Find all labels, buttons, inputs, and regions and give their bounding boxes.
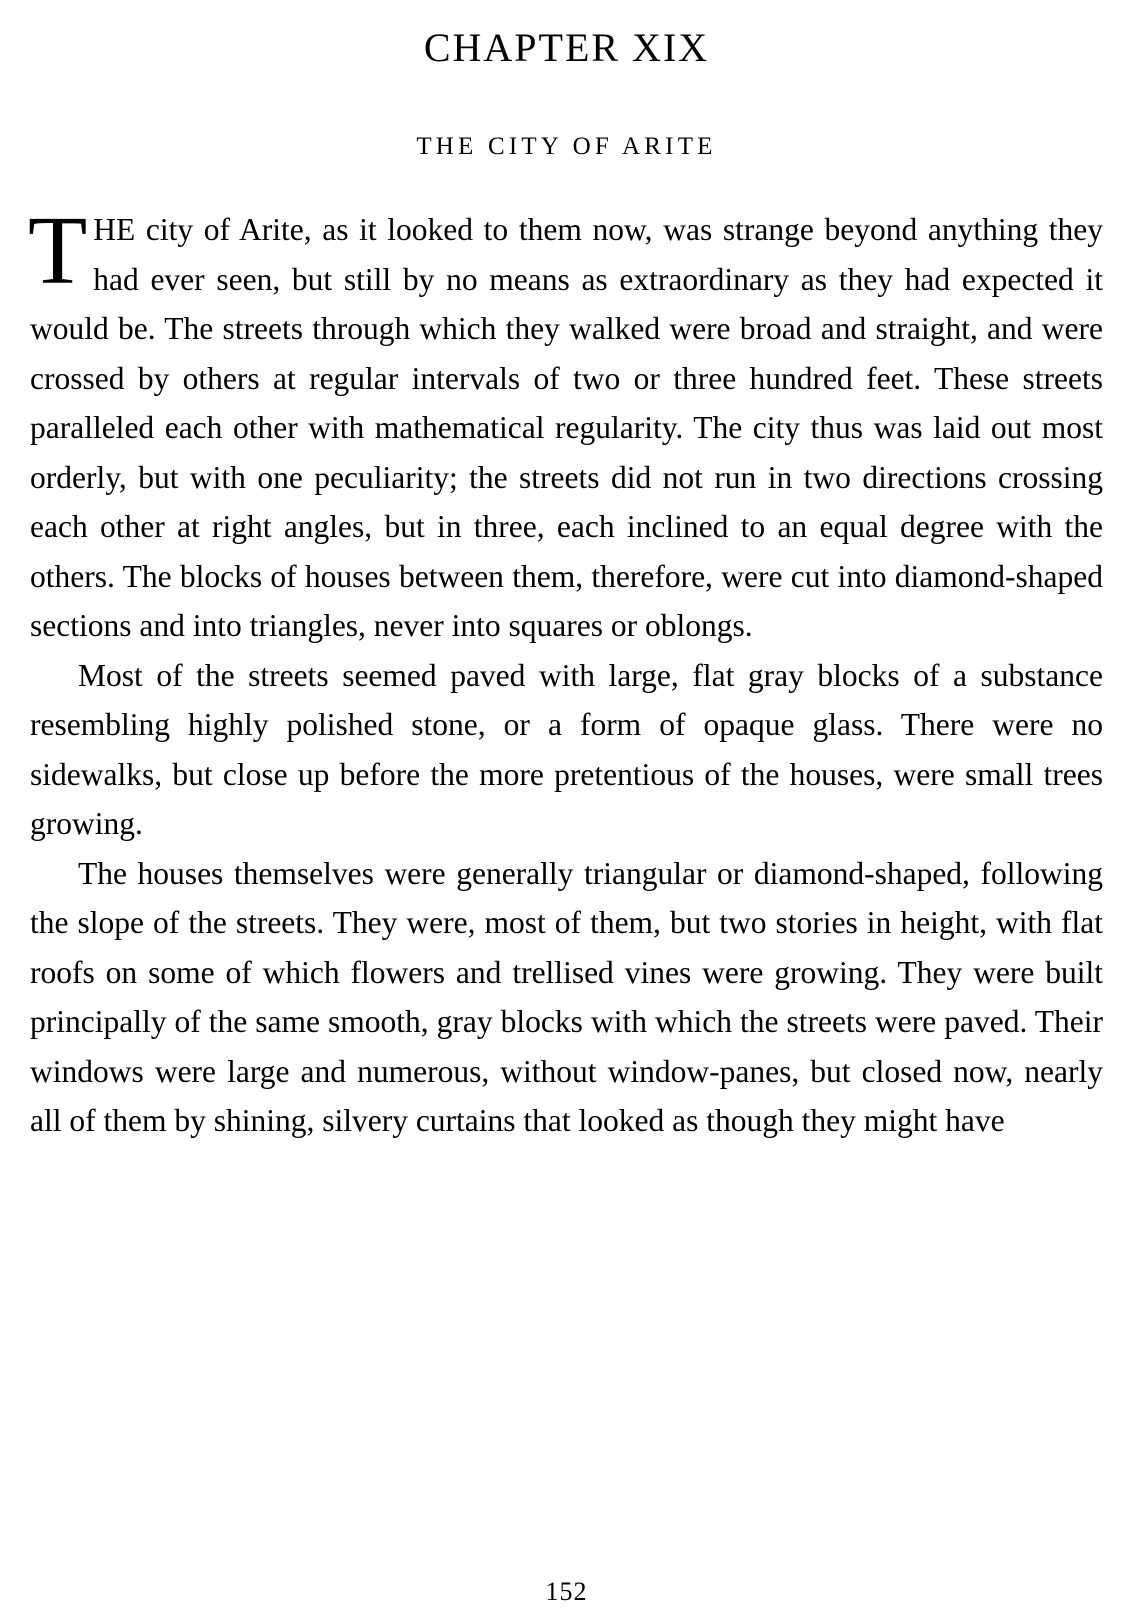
body-text	[28, 197, 1103, 1146]
paragraph-3: The houses themselves were generally triangular or diamond-shaped, following the slope of the streets. They were, most of them, but two stories in height, with flat roofs on some of which flowers and trellised vines were growing. They were built principally of the same smooth, gray blocks with which the streets were paved. Their windows were large and numerous, without window-panes, but closed now, nearly all of them by shining, silvery curtains that looked as though they might have	[30, 855, 1103, 1138]
page-number: 152	[545, 1577, 588, 1606]
paragraph-2: Most of the streets seemed paved with large, flat gray blocks of a substance resembling highly polished stone, or a form of opaque glass. There were no sidewalks, but close up before the more pretentious of the houses, were small trees growing.	[30, 657, 1103, 841]
chapter-title: CHAPTER XIX	[423, 25, 710, 70]
paragraph-1	[28, 197, 1103, 651]
paragraph-1-text: HE city of Arite, as it looked to them now, was strange beyond anything they had ever seen, but still by no means as extraordinary as they had expected it would be. The streets through which they walked were broad and straight, and were crossed by others at regular intervals of two or three hundred feet. These streets paralleled each other with mathematical regularity. The city thus was laid out most orderly, but with one peculiarity; the streets did not run in two directions crossing each other at right angles, but in three, each inclined to an equal degree with the others. The blocks of houses between them, therefore, were cut into diamond-shaped sections and into triangles, never into squares or oblongs.	[30, 212, 1103, 643]
drop-cap-letter: T	[28, 197, 88, 304]
chapter-subtitle: THE CITY OF ARITE	[416, 133, 717, 160]
